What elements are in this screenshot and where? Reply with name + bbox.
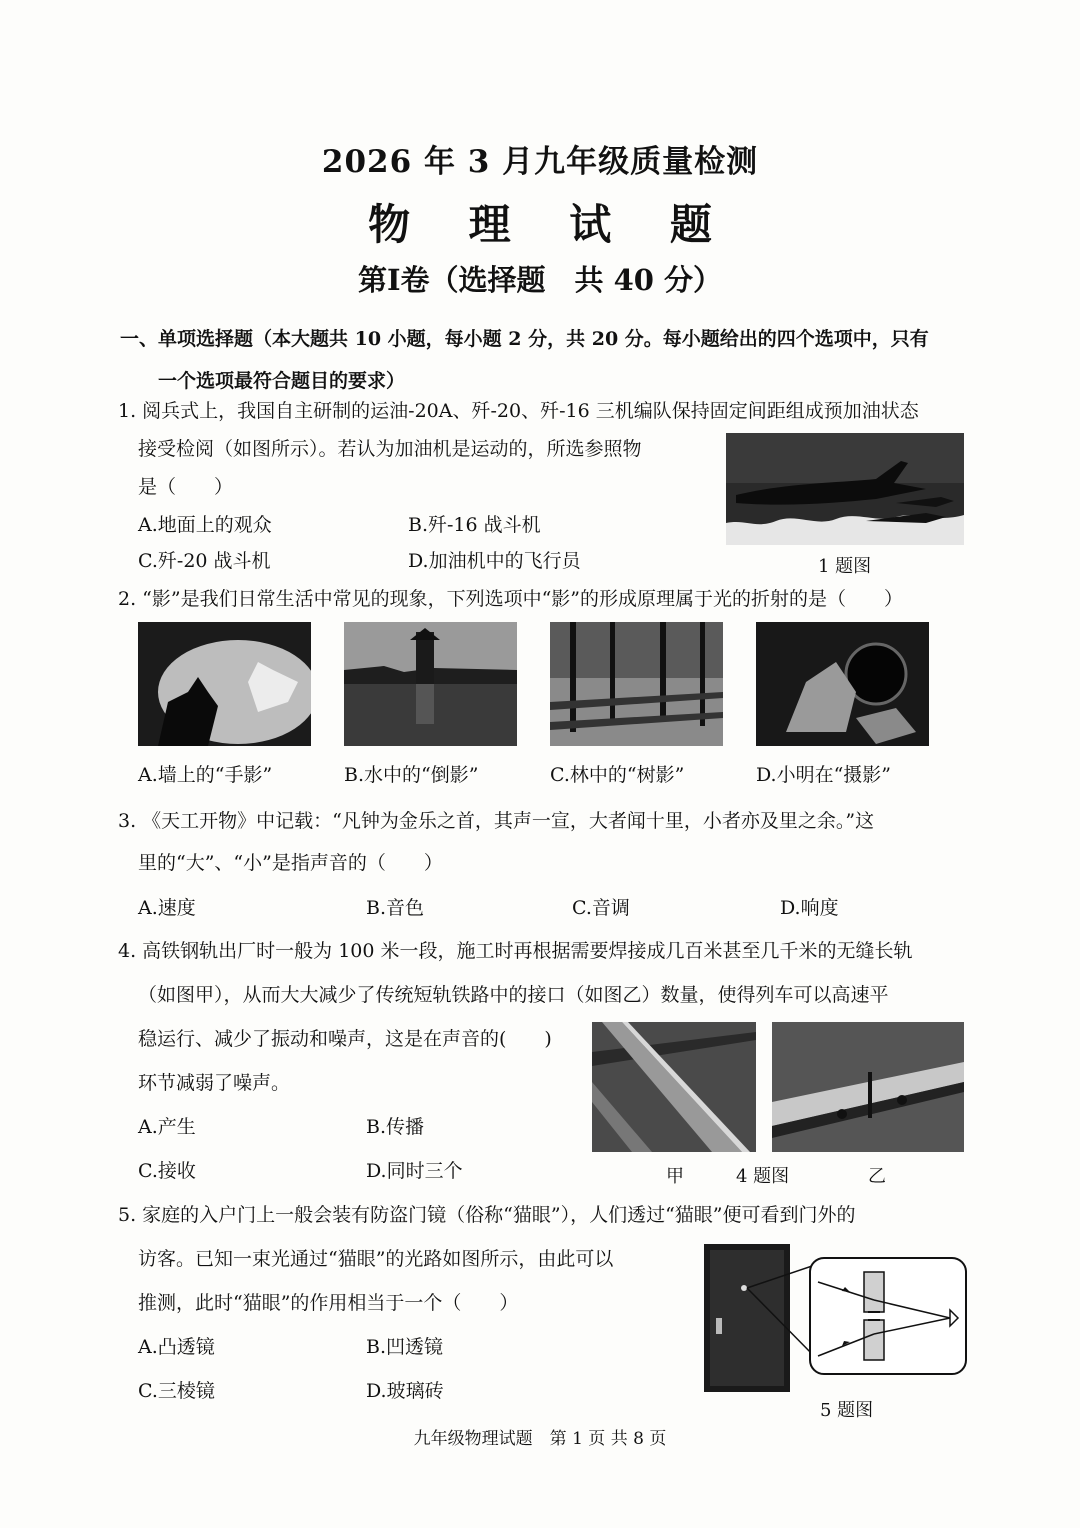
volume-title: 第Ⅰ卷（选择题 共 40 分） [357, 263, 723, 297]
q2-camera-photo [756, 622, 929, 746]
section-heading-line1: 一、单项选择题（本大题共 10 小题，每小题 2 分，共 20 分。每小题给出的四个选项中，只有 [120, 328, 929, 350]
q2-tree-shadow-photo [550, 622, 723, 746]
q4-option-a: A.产生 [138, 1116, 196, 1138]
q2-hand-shadow-photo [138, 622, 311, 746]
section-heading-line2: 一个选项最符合题目的要求） [158, 370, 406, 392]
q1-line2: 接受检阅（如图所示）。若认为加油机是运动的，所选参照物 [138, 438, 642, 460]
q1-line1: 1. 阅兵式上，我国自主研制的运油-20A、歼-20、歼-16 三机编队保持固定间距组成预加油状态 [118, 400, 919, 422]
q3-line2: 里的“大”、“小”是指声音的（ ） [138, 852, 443, 874]
subject-title: 物 理 试 题 [368, 200, 734, 249]
q1-figure-caption: 1 题图 [818, 556, 872, 577]
q2-pagoda-reflection-photo [344, 622, 517, 746]
exam-title: 2026 年 3 月九年级质量检测 [321, 144, 759, 180]
q2-option-a: A.墙上的“手影” [138, 764, 273, 786]
q1-option-c: C.歼-20 战斗机 [138, 550, 271, 572]
q5-line3: 推测，此时“猫眼”的作用相当于一个（ ） [138, 1292, 519, 1314]
q3-option-d: D.响度 [780, 897, 839, 919]
q5-option-b: B.凹透镜 [366, 1336, 444, 1358]
q3-line1: 3. 《天工开物》中记载：“凡钟为金乐之首，其声一宣，大者闻十里，小者亦及里之余。”这 [118, 810, 875, 832]
q4-seamless-rail-photo [592, 1022, 756, 1152]
q2-option-b: B.水中的“倒影” [344, 764, 479, 786]
q4-line3: 稳运行、减少了振动和噪声，这是在声音的( ) [138, 1028, 552, 1050]
q5-option-d: D.玻璃砖 [366, 1380, 444, 1402]
q4-option-c: C.接收 [138, 1160, 196, 1182]
q3-option-b: B.音色 [366, 897, 425, 919]
q5-peephole-diagram [700, 1240, 968, 1396]
q4-caption-left: 甲 [666, 1166, 684, 1187]
q5-option-a: A.凸透镜 [138, 1336, 215, 1358]
q5-figure-caption: 5 题图 [820, 1400, 874, 1421]
q4-caption-right: 乙 [868, 1166, 886, 1187]
page-footer: 九年级物理试题 第 1 页 共 8 页 [413, 1429, 667, 1449]
q3-option-c: C.音调 [572, 897, 630, 919]
q2-option-d: D.小明在“摄影” [756, 764, 892, 786]
q1-option-a: A.地面上的观众 [138, 514, 272, 536]
q4-figure-caption: 4 题图 [736, 1166, 790, 1187]
q4-line4: 环节减弱了噪声。 [138, 1072, 291, 1094]
q4-option-b: B.传播 [366, 1116, 425, 1138]
section-heading [120, 318, 980, 402]
q2-option-c: C.林中的“树影” [550, 764, 685, 786]
q4-line1: 4. 高铁钢轨出厂时一般为 100 米一段，施工时再根据需要焊接成几百米甚至几千米的无缝长轨 [118, 940, 913, 962]
q1-option-b: B.歼-16 战斗机 [408, 514, 541, 536]
q2-line1: 2. “影”是我们日常生活中常见的现象，下列选项中“影”的形成原理属于光的折射的是（ ） [118, 588, 904, 610]
q1-line3: 是（ ） [138, 476, 234, 498]
q1-option-d: D.加油机中的飞行员 [408, 550, 581, 572]
q5-line1: 5. 家庭的入户门上一般会装有防盗门镜（俗称“猫眼”），人们透过“猫眼”便可看到门外的 [118, 1204, 856, 1226]
q4-line2: （如图甲），从而大大减少了传统短轨铁路中的接口（如图乙）数量，使得列车可以高速平 [138, 984, 889, 1006]
q4-rail-joint-photo [772, 1022, 964, 1152]
q5-option-c: C.三棱镜 [138, 1380, 215, 1402]
q4-option-d: D.同时三个 [366, 1160, 463, 1182]
q5-line2: 访客。已知一束光通过“猫眼”的光路如图所示，由此可以 [138, 1248, 614, 1270]
q1-aircraft-photo [726, 433, 964, 545]
q3-option-a: A.速度 [138, 897, 196, 919]
